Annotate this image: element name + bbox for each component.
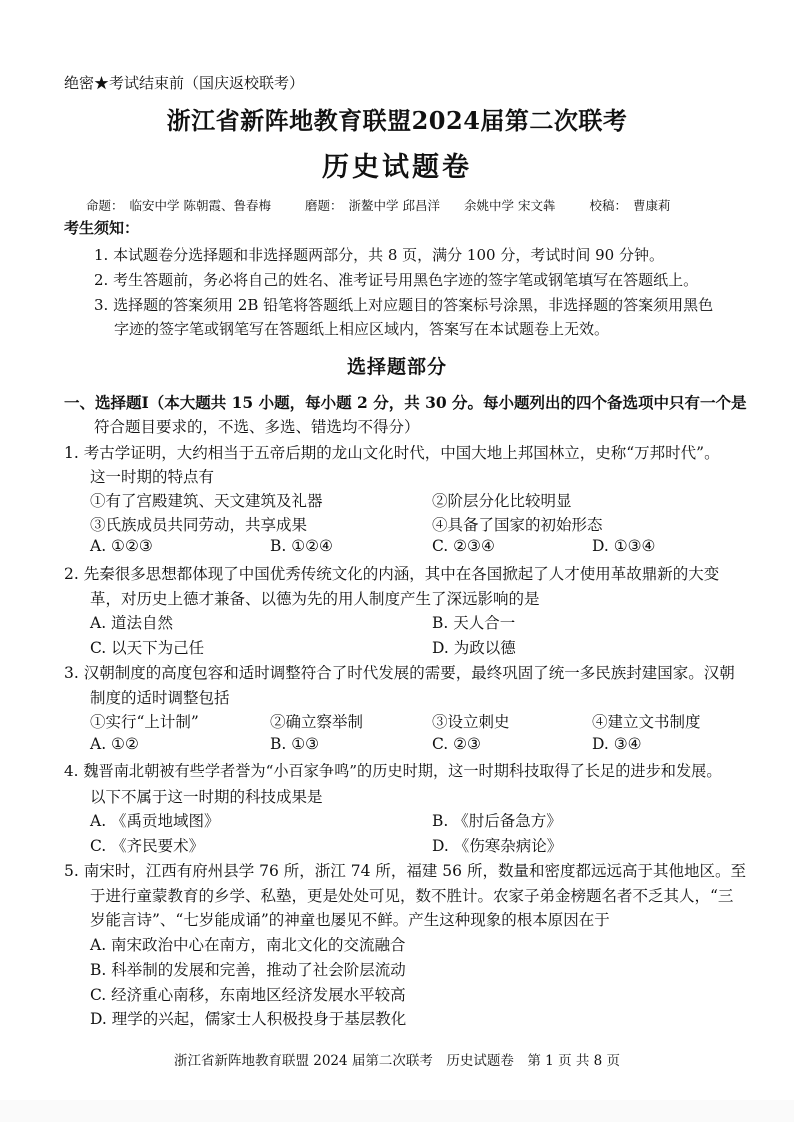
scan-edge [0, 1100, 794, 1122]
q1-statement-2: ②阶层分化比较明显 [432, 492, 572, 510]
proof-label: 校稿： [589, 198, 627, 213]
q3-option-d: D. ③④ [592, 735, 642, 753]
exam-subtitle: 历史试题卷 [322, 152, 472, 183]
q1-option-b: B. ①②④ [270, 537, 333, 555]
q2-option-c: C. 以天下为己任 [90, 639, 205, 657]
q1-statement-3: ③氏族成员共同劳动，共享成果 [90, 516, 308, 534]
confidential-label: 绝密★考试结束前（国庆返校联考） [64, 74, 305, 92]
q3-option-b: B. ①③ [270, 735, 320, 753]
q5-stem-cont-1: 于进行童蒙教育的乡学、私塾，更是处处可见，数不胜计。农家子弟金榜题名者不乏其人，“三 [90, 887, 734, 905]
q1-option-a: A. ①②③ [90, 537, 153, 555]
part1-heading-cont: 符合题目要求的，不选、多选、错选均不得分） [94, 418, 420, 436]
q1-statement-4: ④具备了国家的初始形态 [432, 516, 603, 534]
exam-title: 浙江省新阵地教育联盟2024届第二次联考 [166, 106, 628, 135]
part1-heading: 一、选择题Ⅰ（本大题共 15 小题，每小题 2 分，共 30 分。每小题列出的四个备选项中只有一个是 [64, 393, 747, 412]
q3-statement-2: ②确立察举制 [270, 713, 364, 731]
q1-stem: 1. 考古学证明，大约相当于五帝后期的龙山文化时代，中国大地上邦国林立，史称“万邦时代”。 [64, 444, 720, 462]
notice-item-1: 1. 本试题卷分选择题和非选择题两部分，共 8 页，满分 100 分，考试时间 90 分钟。 [94, 246, 664, 264]
q5-option-c: C. 经济重心南移，东南地区经济发展水平较高 [90, 986, 406, 1004]
q5-option-a: A. 南宋政治中心在南方，南北文化的交流融合 [90, 936, 406, 954]
notice-item-2: 2. 考生答题前，务必将自己的姓名、准考证号用黑色字迹的签字笔或钢笔填写在答题纸上。 [94, 271, 699, 289]
page-footer: 浙江省新阵地教育联盟 2024 届第二次联考 历史试题卷 第 1 页 共 8 页 [173, 1053, 621, 1069]
q3-option-a: A. ①② [90, 735, 139, 753]
q4-stem-cont: 以下不属于这一时期的科技成果是 [90, 788, 323, 806]
q2-stem-cont: 革，对历史上德才兼备、以德为先的用人制度产生了深远影响的是 [90, 590, 540, 608]
q2-option-a: A. 道法自然 [90, 614, 174, 632]
q1-statement-1: ①有了宫殿建筑、天文建筑及礼器 [90, 492, 323, 510]
reviewer-2: 余姚中学 宋文犇 [464, 198, 556, 213]
q2-option-b: B. 天人合一 [432, 614, 516, 632]
review-label: 磨题： [305, 198, 343, 213]
q1-option-c: C. ②③④ [432, 537, 495, 555]
notice-item-3-cont: 字迹的签字笔或钢笔写在答题纸上相应区域内，答案写在本试题卷上无效。 [114, 320, 610, 338]
notice-item-3: 3. 选择题的答案须用 2B 铅笔将答题纸上对应题目的答案标号涂黑，非选择题的答案须用黑色 [94, 296, 714, 314]
proofer-name: 曹康莉 [633, 198, 671, 213]
setter-label: 命题： [86, 198, 124, 213]
q5-stem: 5. 南宋时，江西有府州县学 76 所，浙江 74 所，福建 56 所，数量和密度都远远高于其他地区。至 [64, 862, 746, 880]
q4-option-d: D. 《伤寒杂病论》 [432, 837, 563, 855]
q3-stem: 3. 汉朝制度的高度包容和适时调整符合了时代发展的需要，最终巩固了统一多民族封建国家。汉朝 [64, 664, 735, 682]
q4-stem: 4. 魏晋南北朝被有些学者誉为“小百家争鸣”的历史时期，这一时期科技取得了长足的进步和发展。 [64, 762, 722, 780]
q3-stem-cont: 制度的适时调整包括 [90, 689, 230, 707]
q1-stem-cont: 这一时期的特点有 [90, 468, 215, 486]
setter-names: 临安中学 陈朝霞、鲁春梅 [129, 198, 271, 213]
q4-option-c: C. 《齐民要术》 [90, 837, 205, 855]
q1-option-d: D. ①③④ [592, 537, 656, 555]
q5-option-b: B. 科举制的发展和完善，推动了社会阶层流动 [90, 961, 406, 979]
section-title: 选择题部分 [346, 356, 447, 378]
q3-option-c: C. ②③ [432, 735, 481, 753]
notice-heading: 考生须知： [64, 219, 140, 237]
q2-stem: 2. 先秦很多思想都体现了中国优秀传统文化的内涵，其中在各国掀起了人才使用革故鼎新的大变 [64, 565, 720, 583]
credits-line [86, 196, 677, 214]
q5-option-d: D. 理学的兴起，儒家士人积极投身于基层教化 [90, 1010, 407, 1028]
q4-option-b: B. 《肘后备急方》 [432, 812, 562, 830]
q2-option-d: D. 为政以德 [432, 639, 516, 657]
q3-statement-4: ④建立文书制度 [592, 713, 701, 731]
q3-statement-3: ③设立刺史 [432, 713, 510, 731]
q5-stem-cont-2: 岁能言诗”、“七岁能成诵”的神童也屡见不鲜。产生这种现象的根本原因在于 [90, 911, 610, 929]
reviewer-1: 浙鳌中学 邱昌洋 [348, 198, 440, 213]
q4-option-a: A. 《禹贡地域图》 [90, 812, 220, 830]
q3-statement-1: ①实行“上计制” [90, 713, 199, 731]
